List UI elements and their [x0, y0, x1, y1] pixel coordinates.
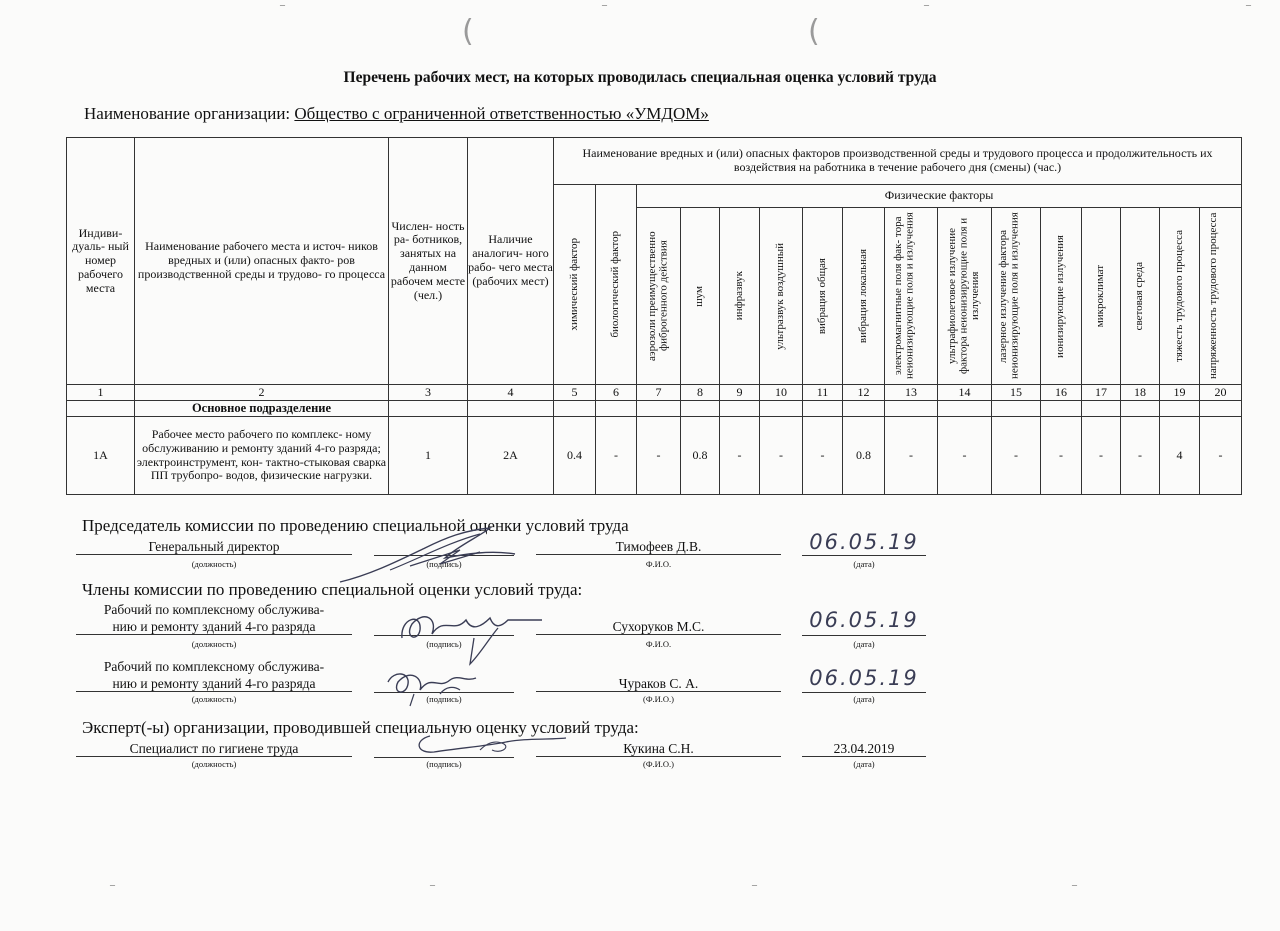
col-num: 10: [760, 385, 803, 401]
col-num: 5: [554, 385, 596, 401]
row-value: 0.8: [843, 417, 885, 495]
header-id: Индиви- дуаль- ный номер рабочего места: [67, 138, 135, 385]
col-num: 7: [637, 385, 681, 401]
scan-mark: –: [1072, 880, 1077, 891]
member1-date: 06.05.19: [809, 608, 919, 632]
col-num: 2: [135, 385, 389, 401]
row-id: 1А: [67, 417, 135, 495]
row-value: -: [760, 417, 803, 495]
expert-position: Специалист по гигиене труда: [76, 742, 352, 757]
col-num: 12: [843, 385, 885, 401]
factor-noise: шум: [693, 285, 706, 307]
chair-signature: [330, 520, 530, 590]
row-value: -: [1200, 417, 1242, 495]
chair-date: 06.05.19: [809, 530, 919, 554]
table-row: [67, 417, 1242, 495]
caption-signature: (подпись): [426, 639, 462, 649]
chair-heading: Председатель комиссии по проведению специальной оценки условий труда: [82, 516, 629, 535]
row-count: 1: [389, 417, 468, 495]
col-num: 6: [596, 385, 637, 401]
member1-position-l1: Рабочий по комплексному обслужива-: [103, 602, 325, 617]
document-title: Перечень рабочих мест, на которых проводилась специальная оценка условий труда: [343, 69, 937, 86]
caption-position: (должность): [191, 694, 237, 704]
row-value: -: [803, 417, 843, 495]
factor-microclimate: микроклимат: [1094, 264, 1107, 328]
member1-name: Сухоруков М.С.: [536, 620, 781, 635]
factor-lighting: световая среда: [1133, 261, 1146, 331]
row-analog: 2А: [468, 417, 554, 495]
col-num: 19: [1160, 385, 1200, 401]
member2-signature: [380, 660, 490, 710]
row-value: -: [992, 417, 1041, 495]
caption-fio: Ф.И.О.: [645, 639, 672, 649]
row-value: -: [938, 417, 992, 495]
factor-electromagnetic: электромагнитные поля фак- тора неионизирующие поля и излучения: [892, 212, 916, 380]
caption-fio: (Ф.И.О.): [642, 694, 675, 704]
col-num: 20: [1200, 385, 1242, 401]
header-count: Числен- ность ра- ботников, занятых на данном рабочем месте (чел.): [389, 138, 468, 385]
organization-label: Наименование организации:: [84, 104, 291, 123]
scan-mark: –: [1246, 0, 1251, 11]
row-value: -: [1121, 417, 1160, 495]
col-num: 17: [1082, 385, 1121, 401]
caption-signature: (подпись): [426, 759, 462, 769]
row-value: -: [1041, 417, 1082, 495]
caption-fio: (Ф.И.О.): [642, 759, 675, 769]
punch-hole-mark: (: [808, 14, 820, 49]
organization-name: Общество с ограниченной ответственностью «УМДОМ»: [294, 104, 709, 123]
factor-biological: биологический фактор: [609, 231, 622, 338]
scan-mark: –: [110, 880, 115, 891]
caption-signature: (подпись): [426, 559, 462, 569]
row-value: -: [885, 417, 938, 495]
header-factors: Наименование вредных и (или) опасных факторов производственной среды и трудового процесса и продолжительность их воздействия на работника в течение рабочего дня (смены) (час.): [554, 138, 1242, 185]
row-value: 0.8: [681, 417, 720, 495]
factor-vibration-local: вибрация локальная: [856, 248, 869, 344]
scan-mark: –: [752, 880, 757, 891]
factor-infrasound: инфразвук: [732, 271, 745, 321]
col-num: 11: [803, 385, 843, 401]
member2-date: 06.05.19: [809, 666, 919, 690]
factor-laser: лазерное излучение фактора неионизирующие поля и излучения: [997, 212, 1021, 380]
member2-position-l1: Рабочий по комплексному обслужива-: [103, 659, 325, 674]
member1-signature: [382, 598, 552, 668]
col-num: 8: [681, 385, 720, 401]
header-physical: Физические факторы: [637, 185, 1242, 208]
members-heading: Члены комиссии по проведению специальной оценки условий труда:: [82, 580, 583, 599]
workplace-table: [66, 137, 1242, 495]
col-num: 13: [885, 385, 938, 401]
col-num: 18: [1121, 385, 1160, 401]
factor-aerosol: аэрозоли преимущественно фиброгенного действия: [645, 231, 670, 361]
header-name: Наименование рабочего места и источ- ников вредных и (или) опасных факто- ров производственной среды и трудово- го процесса: [135, 138, 389, 385]
col-num: 9: [720, 385, 760, 401]
member2-name: Чураков С. А.: [536, 677, 781, 692]
chair-position: Генеральный директор: [76, 540, 352, 555]
factor-vibration-general: вибрация общая: [815, 257, 828, 335]
factor-ultrasound: ультразвук воздушный: [774, 242, 787, 350]
section-row: [67, 401, 1242, 417]
scan-mark: –: [280, 0, 285, 11]
factor-ionizing: ионизирующие излучения: [1054, 234, 1067, 358]
row-value: -: [720, 417, 760, 495]
row-name: Рабочее место рабочего по комплекс- ному обслуживанию и ремонту зданий 4-го разряда; электроинструмент, кон- тактно-стыковая сварка ПП трубопро- водов, физические нагрузки.: [135, 417, 389, 495]
expert-date: 23.04.2019: [802, 742, 926, 757]
col-num: 15: [992, 385, 1041, 401]
col-num: 3: [389, 385, 468, 401]
caption-date: (дата): [853, 694, 875, 704]
punch-hole-mark: (: [462, 14, 474, 49]
col-num: 16: [1041, 385, 1082, 401]
member1-position-l2: нию и ремонту зданий 4-го разряда: [76, 620, 352, 635]
col-num: 1: [67, 385, 135, 401]
row-value: 0.4: [554, 417, 596, 495]
expert-name: Кукина С.Н.: [536, 742, 781, 757]
scan-mark: –: [924, 0, 929, 11]
expert-heading: Эксперт(-ы) организации, проводившей специальную оценку условий труда:: [82, 718, 639, 737]
column-number-row: [67, 385, 1242, 401]
row-value: -: [637, 417, 681, 495]
row-value: -: [1082, 417, 1121, 495]
caption-position: (должность): [191, 559, 237, 569]
scan-mark: –: [602, 0, 607, 11]
section-title: Основное подразделение: [135, 401, 389, 417]
factor-ultraviolet: ультрафиолетовое излучение фактора неионизирующие поля и излучения: [945, 217, 981, 375]
chair-name: Тимофеев Д.В.: [536, 540, 781, 555]
factor-heaviness: тяжесть трудового процесса: [1172, 230, 1185, 362]
scan-mark: –: [430, 880, 435, 891]
member2-position-l2: нию и ремонту зданий 4-го разряда: [76, 677, 352, 692]
row-value: 4: [1160, 417, 1200, 495]
caption-date: (дата): [853, 759, 875, 769]
caption-date: (дата): [853, 639, 875, 649]
col-num: 14: [938, 385, 992, 401]
row-value: -: [596, 417, 637, 495]
col-num: 4: [468, 385, 554, 401]
organization-line: [84, 104, 709, 124]
caption-signature: (подпись): [426, 694, 462, 704]
caption-position: (должность): [191, 759, 237, 769]
header-analog: Наличие аналогич- ного рабо- чего места (рабочих мест): [468, 138, 554, 385]
expert-signature: [400, 724, 570, 764]
caption-date: (дата): [853, 559, 875, 569]
caption-position: (должность): [191, 639, 237, 649]
factor-tension: напряженность трудового процесса: [1206, 212, 1219, 380]
caption-fio: Ф.И.О.: [645, 559, 672, 569]
factor-chemical: химический фактор: [567, 238, 580, 331]
